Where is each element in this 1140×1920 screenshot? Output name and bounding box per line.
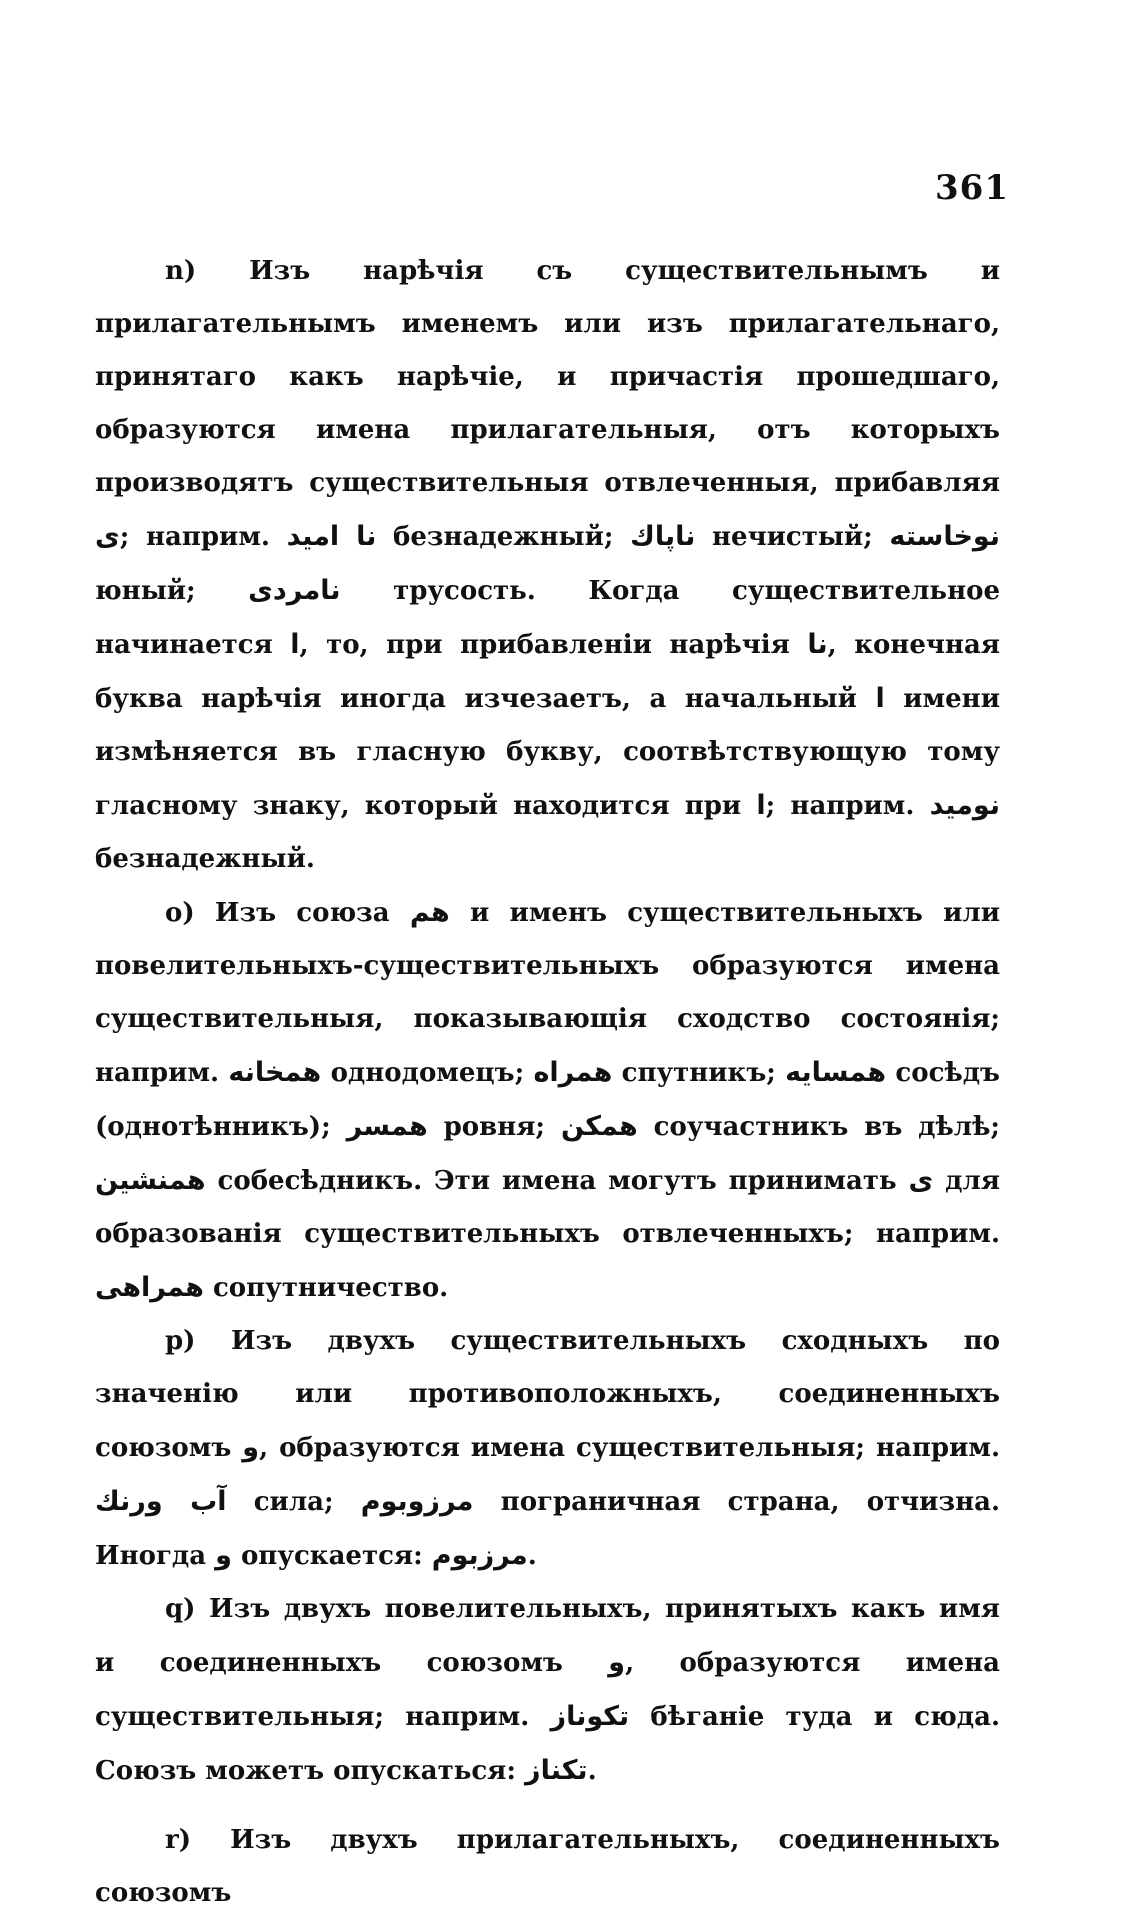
persian-word: تكناز	[525, 1755, 588, 1786]
persian-word: تكوناز	[550, 1701, 630, 1732]
persian-word: مرزوبوم	[360, 1486, 474, 1517]
paragraph-n	[95, 245, 1000, 886]
persian-word: ا	[875, 683, 885, 714]
text-run: .	[527, 1541, 537, 1571]
text-run: безнадежный;	[376, 522, 631, 552]
persian-word: ى	[95, 521, 120, 552]
persian-word: ا	[290, 629, 300, 660]
text-run: ; наприм.	[119, 522, 287, 552]
persian-word: همسر	[346, 1111, 428, 1142]
text-run: спутникъ;	[612, 1058, 786, 1088]
paragraph-q	[95, 1583, 1000, 1798]
text-run: безнадежный.	[95, 844, 315, 874]
persian-word: ا	[756, 790, 766, 821]
persian-word: و	[242, 1432, 260, 1463]
paragraph-r	[95, 1814, 1000, 1920]
text-run: ровня;	[427, 1112, 561, 1142]
persian-word: هم	[409, 897, 450, 928]
persian-word: نوميد	[929, 790, 1000, 821]
text-run: опускается:	[231, 1541, 432, 1571]
text-run: однодомецъ;	[321, 1058, 534, 1088]
text-run: r) Изъ двухъ прилагательныхъ, соединенныхъ союзомъ	[95, 1825, 1000, 1908]
text-run: ; наприм.	[765, 791, 930, 821]
text-run: юный;	[95, 576, 249, 606]
persian-word: همراهى	[95, 1272, 204, 1303]
text-run: q) Изъ двухъ повелительныхъ, принятыхъ какъ имя и соединенныхъ союзомъ	[95, 1594, 1000, 1678]
text-run: , то, при прибавленіи нарѣчія	[299, 630, 808, 660]
text-run: бѣганіе туда и сюда. Союзъ можетъ опускаться:	[95, 1702, 1000, 1786]
persian-word: همنشين	[95, 1165, 206, 1196]
text-run: собесѣдникъ. Эти имена могутъ принимать	[205, 1166, 909, 1196]
text-run: соучастникъ въ дѣлѣ;	[637, 1112, 1001, 1142]
persian-word: و	[215, 1540, 232, 1571]
text-run: p) Изъ двухъ существительныхъ сходныхъ по значенію или противоположныхъ, соединенныхъ союзомъ	[95, 1326, 1000, 1463]
text-run: , образуются имена существительныя; наприм.	[95, 1648, 1000, 1732]
persian-word: نا اميد	[286, 521, 377, 552]
text-run: сопутничество.	[203, 1273, 449, 1303]
paragraph-p	[95, 1315, 1000, 1583]
text-run: имени измѣняется въ гласную букву, соотвѣтствующую тому гласному знаку, который находится при	[95, 684, 1000, 821]
persian-word: همكن	[560, 1111, 638, 1142]
paragraph-o	[95, 886, 1000, 1315]
persian-word: و	[608, 1647, 626, 1678]
persian-word: مرزبوم	[431, 1540, 528, 1571]
persian-word: نوخاسته	[889, 521, 1000, 552]
text-run: и именъ существительныхъ или повелительныхъ-существительныхъ образуются имена существительныя, показывающія сходство состоянія; наприм.	[95, 898, 1000, 1088]
text-run: .	[587, 1756, 597, 1786]
persian-word: آب ورنك	[95, 1486, 227, 1517]
text-run: сила;	[226, 1487, 361, 1517]
persian-word: نا	[807, 629, 828, 660]
body-text	[95, 245, 1000, 1920]
persian-word: ناپاك	[630, 521, 696, 552]
text-run: пограничная страна, отчизна. Иногда	[95, 1487, 1000, 1571]
text-run: трусость. Когда существительное начинается	[95, 576, 1000, 660]
page-number: 361	[935, 168, 1009, 208]
text-run: , образуются имена существительныя; наприм.	[259, 1433, 1000, 1463]
persian-word: همسايه	[785, 1057, 887, 1088]
text-run: сосѣдъ (однотѣнникъ);	[95, 1058, 1000, 1142]
text-run: для образованія существительныхъ отвлеченныхъ; наприм.	[95, 1166, 1000, 1249]
text-run: нечистый;	[695, 522, 890, 552]
text-run: o) Изъ союза	[165, 898, 410, 928]
persian-word: همراه	[533, 1057, 613, 1088]
persian-word: نامردى	[248, 575, 341, 606]
persian-word: همخانه	[228, 1057, 322, 1088]
text-run: n) Изъ нарѣчія съ существительнымъ и прилагательнымъ именемъ или изъ прилагательнаго, принятаго какъ нарѣчіе, и причастія прошедшаго, образуются имена прилагательныя, отъ которыхъ производятъ существительныя отвлеченныя, прибавляя	[95, 256, 1000, 498]
text-run: , конечная буква нарѣчія иногда изчезаетъ, а начальный	[95, 630, 1000, 714]
persian-word: ى	[908, 1165, 934, 1196]
